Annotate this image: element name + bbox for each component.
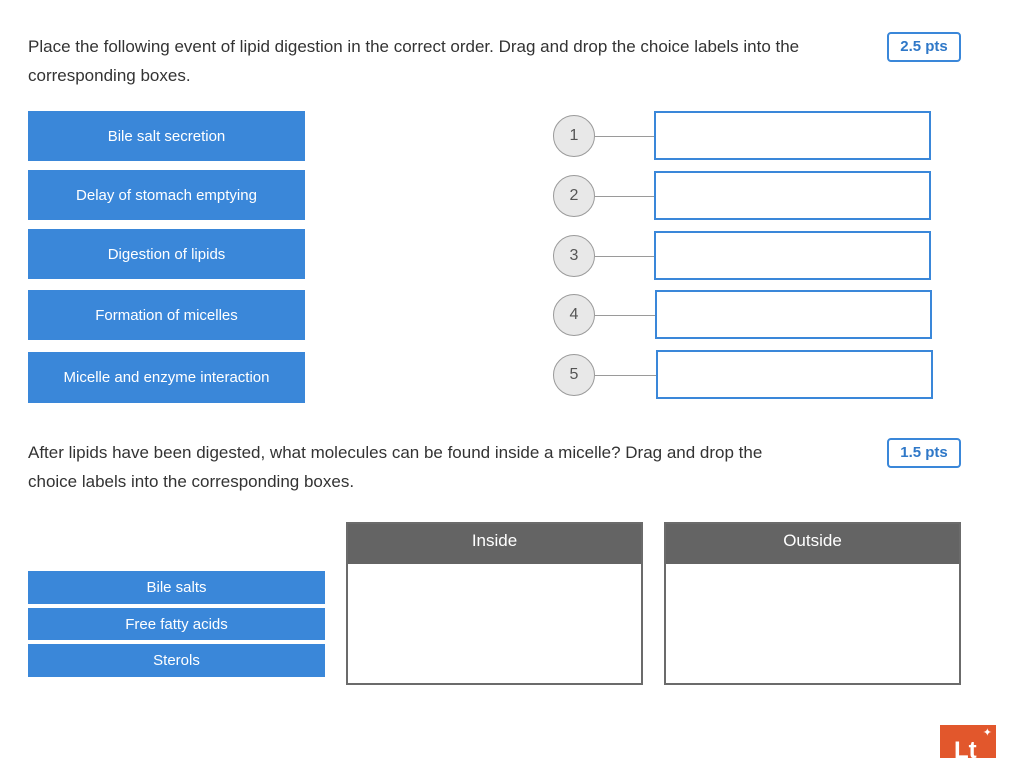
category-inside-dropzone[interactable] [346,522,643,685]
question1-prompt-line2: corresponding boxes. [28,66,191,85]
choice-micelle-and-enzyme-interaction[interactable]: Micelle and enzyme interaction [28,352,305,403]
question1-prompt-line1: Place the following event of lipid digestion in the correct order. Drag and drop the choice labels into the [28,37,800,56]
connector-line-2 [595,196,655,197]
choice-bile-salts[interactable]: Bile salts [28,571,325,604]
drop-slot-2[interactable] [654,171,931,220]
drop-slot-3[interactable] [654,231,931,280]
connector-line-1 [595,136,655,137]
drop-slot-5[interactable] [656,350,933,399]
logo-spark-icon: ✦ [982,727,992,739]
connector-line-4 [595,315,656,316]
choice-free-fatty-acids[interactable]: Free fatty acids [28,608,325,640]
drop-slot-4[interactable] [655,290,932,339]
choice-delay-of-stomach-emptying[interactable]: Delay of stomach emptying [28,170,305,220]
order-number-4: 4 [553,294,595,336]
question1-points-badge: 2.5 pts [887,32,961,62]
order-number-5: 5 [553,354,595,396]
question2-prompt-line2: choice labels into the corresponding boxes. [28,472,355,491]
logo-text: Lt [954,737,977,758]
choice-bile-salt-secretion[interactable]: Bile salt secretion [28,111,305,161]
question2-points-badge: 1.5 pts [887,438,961,468]
category-inside-header: Inside [348,524,641,564]
question1-prompt [28,32,799,90]
connector-line-5 [595,375,657,376]
order-number-3: 3 [553,235,595,277]
choice-formation-of-micelles[interactable]: Formation of micelles [28,290,305,340]
choice-digestion-of-lipids[interactable]: Digestion of lipids [28,229,305,279]
order-number-1: 1 [553,115,595,157]
connector-line-3 [595,256,655,257]
brand-logo [940,725,996,758]
category-outside-dropzone[interactable] [664,522,961,685]
question2-prompt [28,438,762,496]
category-outside-header: Outside [666,524,959,564]
choice-sterols[interactable]: Sterols [28,644,325,677]
drop-slot-1[interactable] [654,111,931,160]
order-number-2: 2 [553,175,595,217]
question2-prompt-line1: After lipids have been digested, what molecules can be found inside a micelle? Drag and drop the [28,443,763,462]
